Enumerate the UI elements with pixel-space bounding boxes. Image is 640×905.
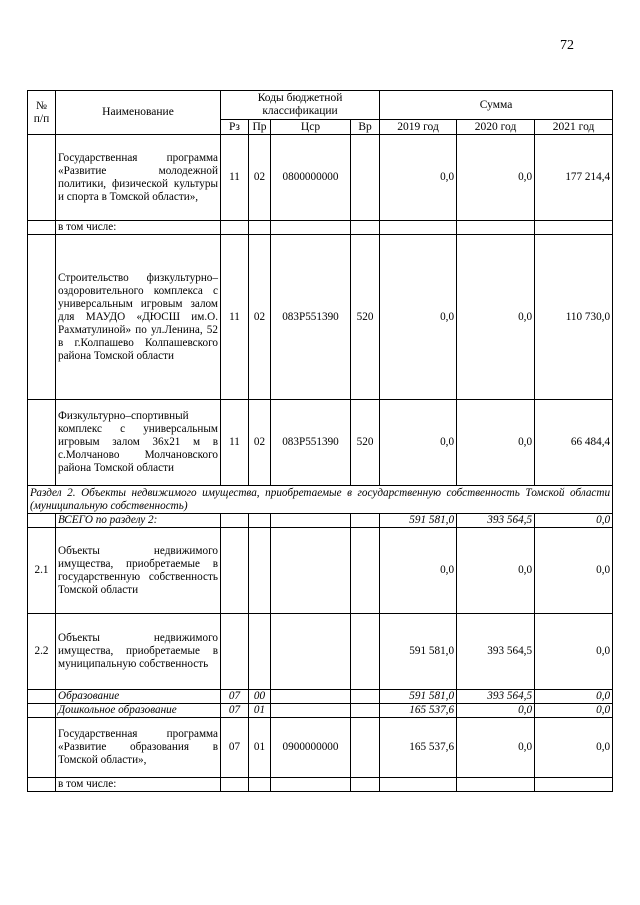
row-vr: 520 <box>351 400 380 486</box>
row-2020: 0,0 <box>457 400 535 486</box>
row-2021 <box>535 778 613 792</box>
row-rz: 07 <box>221 690 249 704</box>
row-pr <box>249 221 271 235</box>
row-pr <box>249 514 271 528</box>
row-name: Дошкольное образование <box>56 704 221 718</box>
header-codes: Коды бюджетной классификации <box>221 91 380 120</box>
header-name: Наименование <box>56 91 221 135</box>
page-number: 72 <box>560 38 574 53</box>
header-2020: 2020 год <box>457 120 535 135</box>
row-num <box>28 690 56 704</box>
row-2020: 393 564,5 <box>457 690 535 704</box>
row-num <box>28 135 56 221</box>
table-row <box>28 614 613 690</box>
row-2019: 591 581,0 <box>380 514 457 528</box>
row-csr: 083P551390 <box>271 235 351 400</box>
row-rz <box>221 778 249 792</box>
row-name: Образование <box>56 690 221 704</box>
row-csr: 0800000000 <box>271 135 351 221</box>
header-row-1 <box>28 91 613 120</box>
row-vr <box>351 690 380 704</box>
row-2020 <box>457 221 535 235</box>
row-rz: 07 <box>221 718 249 778</box>
row-2019: 165 537,6 <box>380 718 457 778</box>
row-num <box>28 514 56 528</box>
row-2019: 0,0 <box>380 135 457 221</box>
table-row <box>28 704 613 718</box>
row-name: Государственная программа «Развитие образования в Томской области», <box>56 718 221 778</box>
row-vr: 520 <box>351 235 380 400</box>
table-row <box>28 718 613 778</box>
row-2021: 0,0 <box>535 528 613 614</box>
row-name: ВСЕГО по разделу 2: <box>56 514 221 528</box>
row-num: 2.1 <box>28 528 56 614</box>
row-2020: 0,0 <box>457 235 535 400</box>
row-rz: 11 <box>221 400 249 486</box>
row-2019: 591 581,0 <box>380 690 457 704</box>
row-2019: 0,0 <box>380 235 457 400</box>
row-csr <box>271 690 351 704</box>
row-2020: 393 564,5 <box>457 514 535 528</box>
header-csr: Цср <box>271 120 351 135</box>
header-pr: Пр <box>249 120 271 135</box>
row-name: Строительство физкультурно–оздоровительного комплекса с универсальным игровым залом для МАУДО «ДЮСШ им.О. Рахматулиной» по ул.Ленина, 52 в г.Колпашево Колпашевского района Томской области <box>56 235 221 400</box>
row-name: Физкультурно–спортивный комплекс с универсальным игровым залом 36х21 м в с.Молчаново Молчановского района Томской области <box>56 400 221 486</box>
row-csr <box>271 514 351 528</box>
row-2020: 0,0 <box>457 704 535 718</box>
table-row <box>28 400 613 486</box>
row-rz: 11 <box>221 135 249 221</box>
row-num <box>28 718 56 778</box>
row-vr <box>351 704 380 718</box>
row-rz: 11 <box>221 235 249 400</box>
row-2021: 66 484,4 <box>535 400 613 486</box>
row-rz <box>221 221 249 235</box>
header-vr: Вр <box>351 120 380 135</box>
row-num <box>28 400 56 486</box>
row-csr <box>271 704 351 718</box>
row-csr <box>271 221 351 235</box>
row-pr: 02 <box>249 400 271 486</box>
row-2019: 0,0 <box>380 528 457 614</box>
row-num <box>28 221 56 235</box>
row-vr <box>351 135 380 221</box>
row-2019: 591 581,0 <box>380 614 457 690</box>
row-2021: 0,0 <box>535 718 613 778</box>
row-2020: 393 564,5 <box>457 614 535 690</box>
row-2019 <box>380 778 457 792</box>
section-title: Раздел 2. Объекты недвижимого имущества, приобретаемые в государственную собственность Томской области (муниципальную собственность) <box>28 486 613 514</box>
row-vr <box>351 528 380 614</box>
row-pr: 02 <box>249 135 271 221</box>
row-2019 <box>380 221 457 235</box>
table-row <box>28 528 613 614</box>
row-2020: 0,0 <box>457 135 535 221</box>
row-rz: 07 <box>221 704 249 718</box>
row-num <box>28 235 56 400</box>
header-sum: Сумма <box>380 91 613 120</box>
row-2020: 0,0 <box>457 718 535 778</box>
row-pr: 02 <box>249 235 271 400</box>
row-2021: 110 730,0 <box>535 235 613 400</box>
row-2020: 0,0 <box>457 528 535 614</box>
row-name: Государственная программа «Развитие молодежной политики, физической культуры и спорта в Томской области», <box>56 135 221 221</box>
row-rz <box>221 528 249 614</box>
row-2019: 165 537,6 <box>380 704 457 718</box>
row-num: 2.2 <box>28 614 56 690</box>
row-2020 <box>457 778 535 792</box>
row-pr: 00 <box>249 690 271 704</box>
row-2021: 0,0 <box>535 690 613 704</box>
row-vr <box>351 718 380 778</box>
row-2021: 0,0 <box>535 614 613 690</box>
row-vr <box>351 778 380 792</box>
row-pr <box>249 528 271 614</box>
row-2021: 0,0 <box>535 514 613 528</box>
row-pr: 01 <box>249 704 271 718</box>
header-rz: Рз <box>221 120 249 135</box>
header-2019: 2019 год <box>380 120 457 135</box>
row-vr <box>351 614 380 690</box>
row-vr <box>351 221 380 235</box>
row-2021: 0,0 <box>535 704 613 718</box>
row-csr: 083P551390 <box>271 400 351 486</box>
table-row <box>28 778 613 792</box>
header-2021: 2021 год <box>535 120 613 135</box>
row-name: Объекты недвижимого имущества, приобретаемые в государственную собственность Томской области <box>56 528 221 614</box>
row-2021: 177 214,4 <box>535 135 613 221</box>
table-row <box>28 235 613 400</box>
row-csr: 0900000000 <box>271 718 351 778</box>
section-row <box>28 486 613 514</box>
row-csr <box>271 614 351 690</box>
table-row <box>28 221 613 235</box>
row-2021 <box>535 221 613 235</box>
table-row <box>28 690 613 704</box>
row-vr <box>351 514 380 528</box>
table-row <box>28 135 613 221</box>
row-name: в том числе: <box>56 221 221 235</box>
row-csr <box>271 528 351 614</box>
header-num: № п/п <box>28 91 56 135</box>
table-row <box>28 514 613 528</box>
row-pr <box>249 614 271 690</box>
row-csr <box>271 778 351 792</box>
row-pr <box>249 778 271 792</box>
row-rz <box>221 514 249 528</box>
row-pr: 01 <box>249 718 271 778</box>
row-name: в том числе: <box>56 778 221 792</box>
budget-table <box>27 90 613 792</box>
row-2019: 0,0 <box>380 400 457 486</box>
row-num <box>28 778 56 792</box>
row-num <box>28 704 56 718</box>
row-name: Объекты недвижимого имущества, приобретаемые в муниципальную собственность <box>56 614 221 690</box>
row-rz <box>221 614 249 690</box>
